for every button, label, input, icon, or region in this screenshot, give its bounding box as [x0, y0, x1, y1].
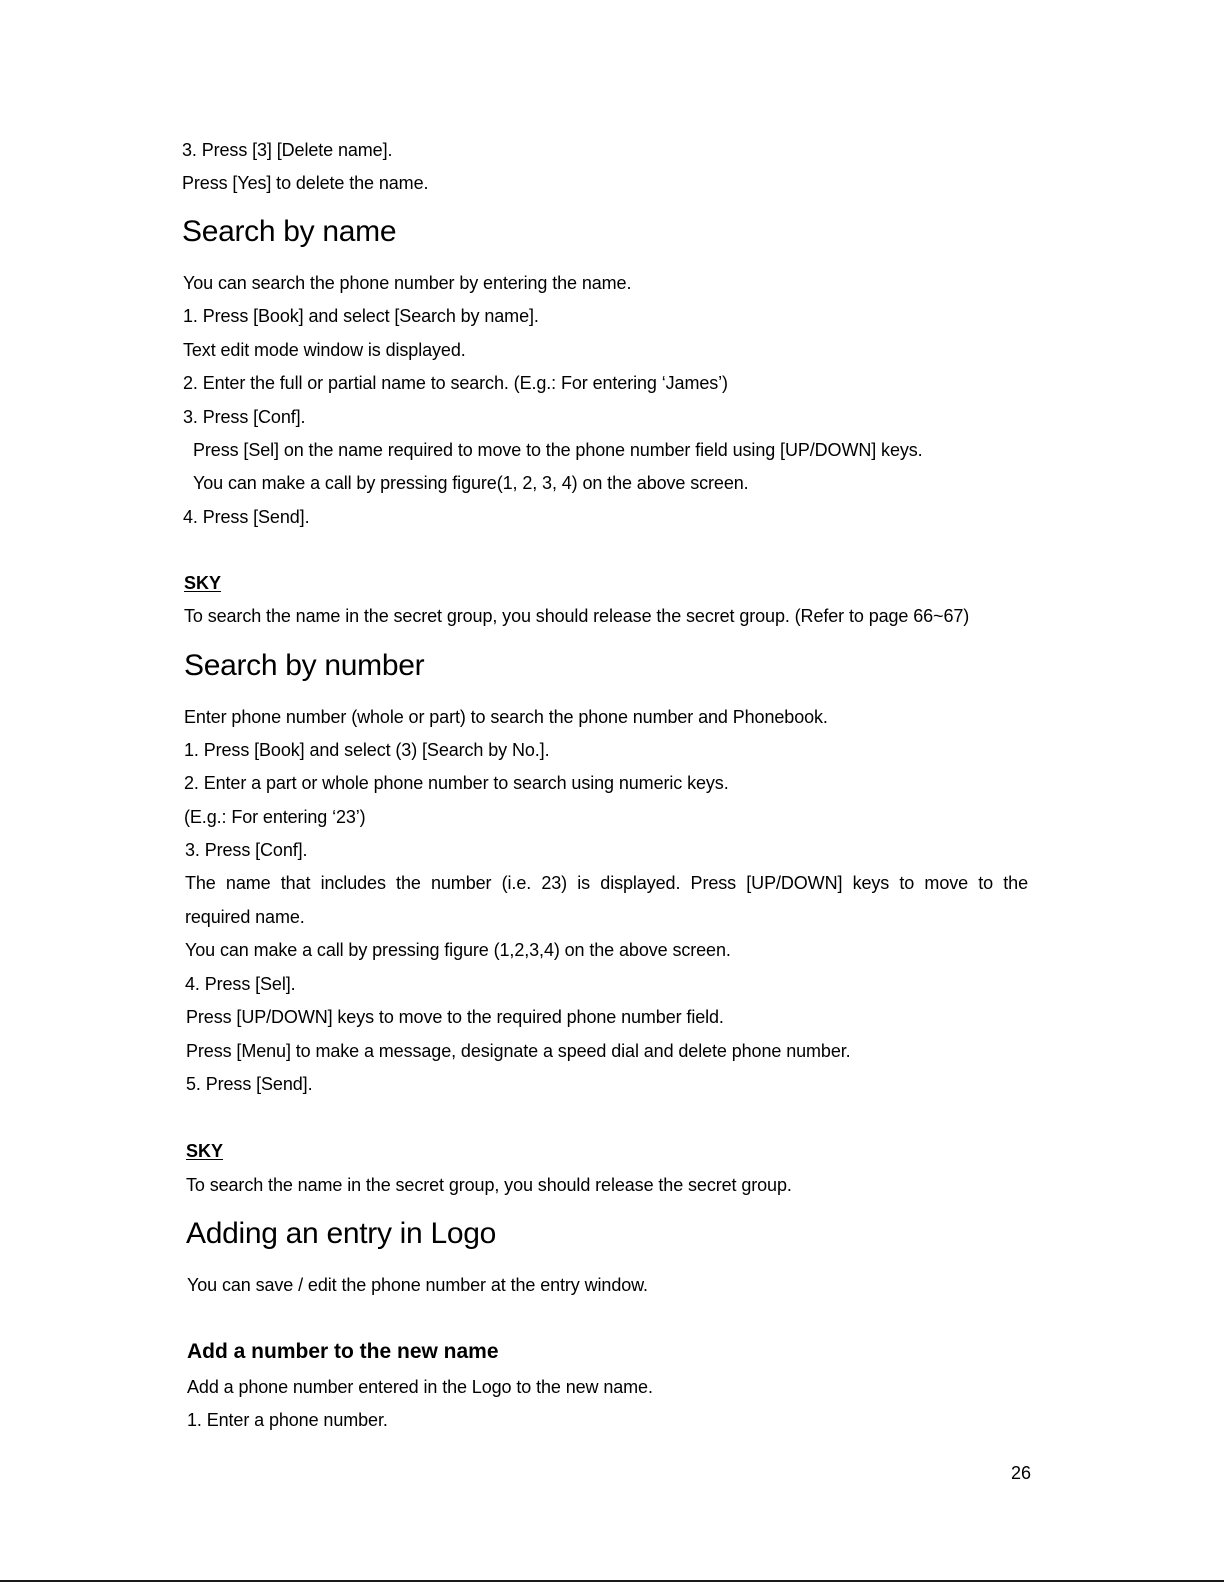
- adding-entry-text: You can save / edit the phone number at the entry window.: [187, 1275, 648, 1295]
- search-number-line-10: Press [UP/DOWN] keys to move to the required phone number field.: [186, 1007, 724, 1027]
- note-text-2: To search the name in the secret group, you should release the secret group.: [186, 1175, 792, 1195]
- search-name-line-8: 4. Press [Send].: [183, 507, 310, 527]
- search-number-line-1: Enter phone number (whole or part) to search the phone number and Phonebook.: [184, 707, 828, 727]
- search-name-line-7: You can make a call by pressing figure(1, 2, 3, 4) on the above screen.: [193, 473, 749, 493]
- add-number-line-1: Add a phone number entered in the Logo to the new name.: [187, 1377, 653, 1397]
- search-number-line-3: 2. Enter a part or whole phone number to search using numeric keys.: [184, 773, 729, 793]
- search-number-line-11: Press [Menu] to make a message, designate a speed dial and delete phone number.: [186, 1041, 851, 1061]
- note-text-1: To search the name in the secret group, you should release the secret group. (Refer to page 66~67): [184, 606, 970, 626]
- search-name-line-6: Press [Sel] on the name required to move to the phone number field using [UP/DOWN] keys.: [193, 440, 923, 460]
- search-name-line-2: 1. Press [Book] and select [Search by name].: [183, 306, 539, 326]
- search-number-line-12: 5. Press [Send].: [186, 1074, 313, 1094]
- search-number-line-9: 4. Press [Sel].: [185, 974, 296, 994]
- heading-adding-entry: Adding an entry in Logo: [186, 1217, 497, 1250]
- page-number: 26: [1011, 1463, 1032, 1483]
- search-name-line-5: 3. Press [Conf].: [183, 407, 306, 427]
- heading-search-by-number: Search by number: [184, 649, 425, 682]
- add-number-line-2: 1. Enter a phone number.: [187, 1410, 388, 1430]
- search-number-line-4: (E.g.: For entering ‘23’): [184, 807, 366, 827]
- intro-confirm: Press [Yes] to delete the name.: [182, 173, 429, 193]
- search-number-line-7: required name.: [185, 907, 305, 927]
- subheading-add-number: Add a number to the new name: [187, 1340, 499, 1363]
- search-name-line-1: You can search the phone number by entering the name.: [183, 273, 632, 293]
- intro-step-3: 3. Press [3] [Delete name].: [182, 140, 393, 160]
- bottom-border-line: [0, 1580, 1224, 1582]
- note-label-sky-1: SKY: [184, 573, 222, 593]
- search-number-line-8: You can make a call by pressing figure (1,2,3,4) on the above screen.: [185, 940, 731, 960]
- search-name-line-3: Text edit mode window is displayed.: [183, 340, 466, 360]
- search-number-line-6: The name that includes the number (i.e. 23) is displayed. Press [UP/DOWN] keys to move to the: [185, 873, 1028, 893]
- search-number-line-2: 1. Press [Book] and select (3) [Search by No.].: [184, 740, 550, 760]
- note-label-sky-2: SKY: [186, 1141, 224, 1161]
- search-number-line-5: 3. Press [Conf].: [185, 840, 308, 860]
- search-name-line-4: 2. Enter the full or partial name to search. (E.g.: For entering ‘James’): [183, 373, 728, 393]
- heading-search-by-name: Search by name: [182, 215, 397, 248]
